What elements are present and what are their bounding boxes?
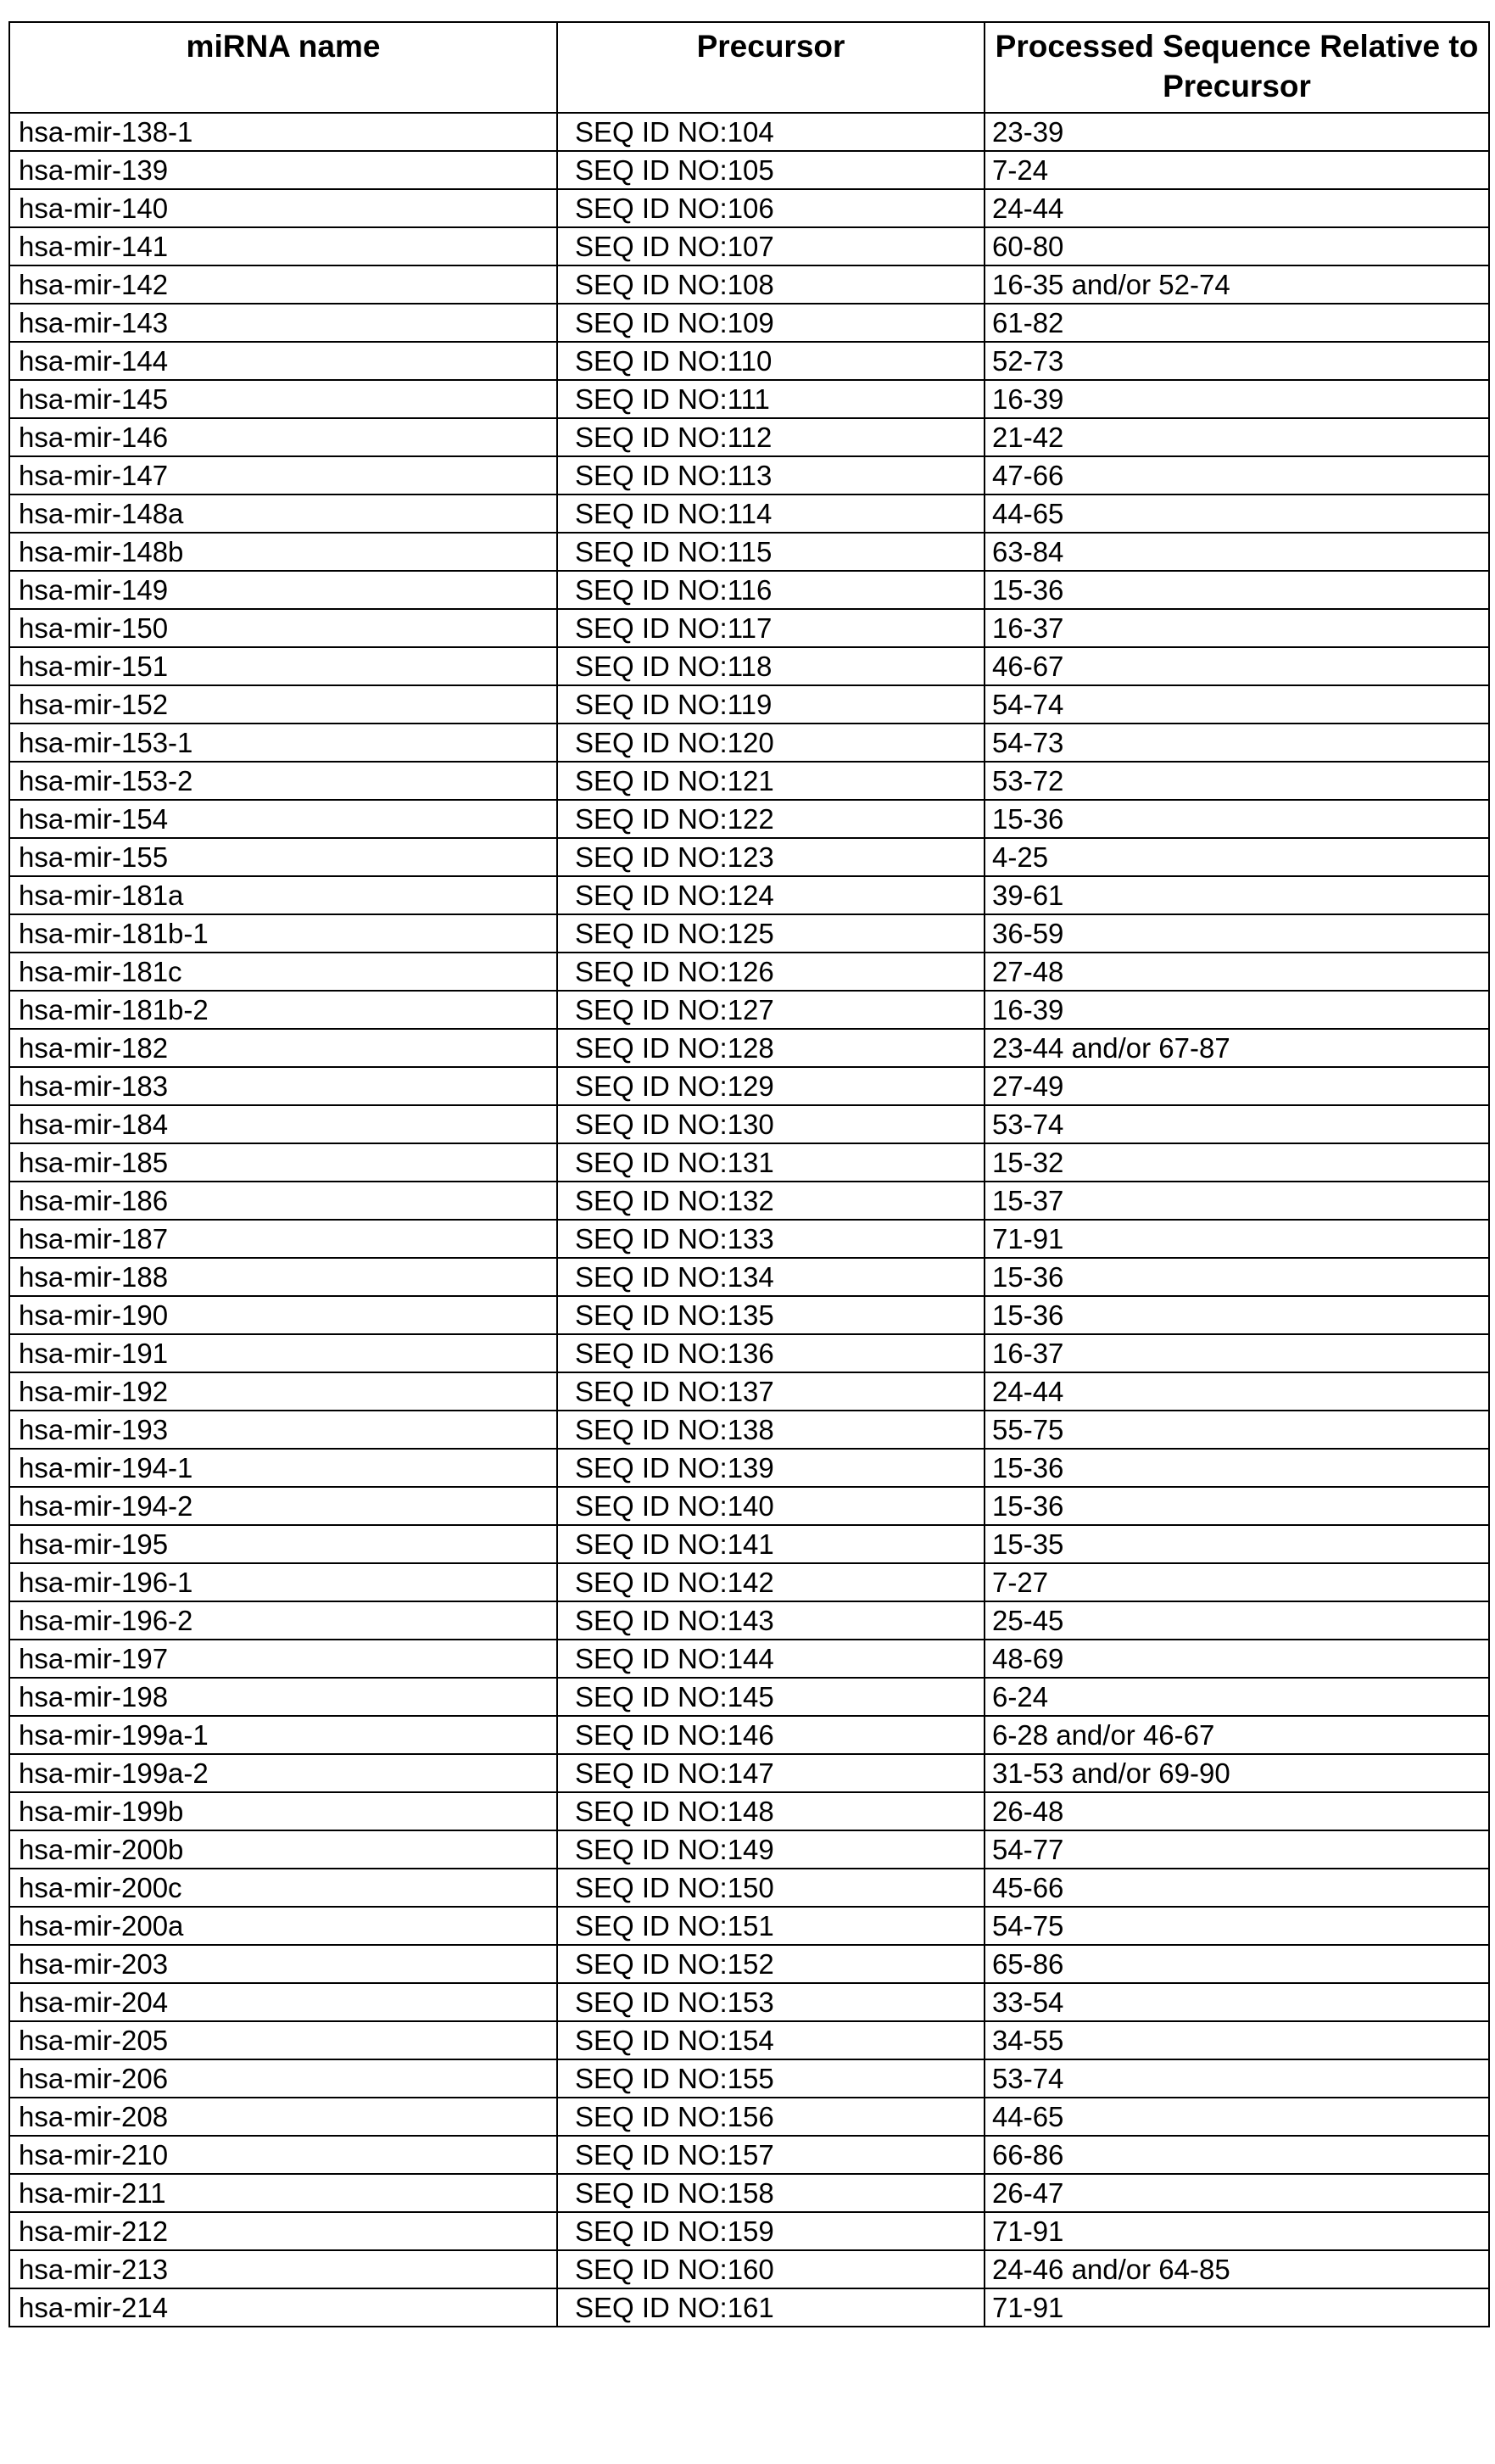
table-row bbox=[9, 1869, 1489, 1907]
table-row bbox=[9, 189, 1489, 227]
precursor-cell: SEQ ID NO:121 bbox=[557, 762, 985, 800]
table-row bbox=[9, 838, 1489, 876]
processed-sequence-cell: 6-28 and/or 46-67 bbox=[985, 1716, 1489, 1754]
table-row bbox=[9, 456, 1489, 494]
table-row bbox=[9, 2098, 1489, 2136]
processed-sequence-cell: 25-45 bbox=[985, 1601, 1489, 1640]
precursor-cell: SEQ ID NO:134 bbox=[557, 1258, 985, 1296]
processed-sequence-cell: 53-74 bbox=[985, 1105, 1489, 1143]
table-row bbox=[9, 1220, 1489, 1258]
mirna-name-cell: hsa-mir-205 bbox=[9, 2021, 557, 2059]
mirna-name-cell: hsa-mir-187 bbox=[9, 1220, 557, 1258]
table-row bbox=[9, 1525, 1489, 1563]
mirna-name-cell: hsa-mir-200c bbox=[9, 1869, 557, 1907]
mirna-name-cell: hsa-mir-199b bbox=[9, 1792, 557, 1830]
processed-sequence-cell: 52-73 bbox=[985, 342, 1489, 380]
processed-sequence-cell: 45-66 bbox=[985, 1869, 1489, 1907]
mirna-name-cell: hsa-mir-199a-1 bbox=[9, 1716, 557, 1754]
table-row bbox=[9, 914, 1489, 953]
processed-sequence-cell: 31-53 and/or 69-90 bbox=[985, 1754, 1489, 1792]
mirna-name-cell: hsa-mir-193 bbox=[9, 1411, 557, 1449]
precursor-cell: SEQ ID NO:136 bbox=[557, 1334, 985, 1372]
table-row bbox=[9, 1792, 1489, 1830]
table-row bbox=[9, 1258, 1489, 1296]
processed-sequence-cell: 15-36 bbox=[985, 1487, 1489, 1525]
processed-sequence-cell: 16-37 bbox=[985, 609, 1489, 647]
precursor-cell: SEQ ID NO:126 bbox=[557, 953, 985, 991]
mirna-name-cell: hsa-mir-200a bbox=[9, 1907, 557, 1945]
table-row bbox=[9, 1487, 1489, 1525]
precursor-cell: SEQ ID NO:154 bbox=[557, 2021, 985, 2059]
mirna-name-cell: hsa-mir-148a bbox=[9, 494, 557, 533]
table-row bbox=[9, 1563, 1489, 1601]
processed-sequence-cell: 65-86 bbox=[985, 1945, 1489, 1983]
table-row bbox=[9, 953, 1489, 991]
mirna-name-cell: hsa-mir-154 bbox=[9, 800, 557, 838]
precursor-cell: SEQ ID NO:109 bbox=[557, 304, 985, 342]
mirna-name-cell: hsa-mir-185 bbox=[9, 1143, 557, 1182]
processed-sequence-cell: 16-37 bbox=[985, 1334, 1489, 1372]
processed-sequence-cell: 39-61 bbox=[985, 876, 1489, 914]
processed-sequence-cell: 66-86 bbox=[985, 2136, 1489, 2174]
table-row bbox=[9, 2059, 1489, 2098]
processed-sequence-cell: 53-72 bbox=[985, 762, 1489, 800]
mirna-name-cell: hsa-mir-138-1 bbox=[9, 113, 557, 151]
mirna-name-cell: hsa-mir-208 bbox=[9, 2098, 557, 2136]
processed-sequence-cell: 48-69 bbox=[985, 1640, 1489, 1678]
processed-sequence-cell: 54-73 bbox=[985, 724, 1489, 762]
table-row bbox=[9, 647, 1489, 685]
table-row bbox=[9, 265, 1489, 304]
table-row bbox=[9, 609, 1489, 647]
processed-sequence-cell: 26-47 bbox=[985, 2174, 1489, 2212]
precursor-cell: SEQ ID NO:107 bbox=[557, 227, 985, 265]
mirna-name-cell: hsa-mir-203 bbox=[9, 1945, 557, 1983]
mirna-name-cell: hsa-mir-153-2 bbox=[9, 762, 557, 800]
precursor-cell: SEQ ID NO:159 bbox=[557, 2212, 985, 2250]
mirna-name-cell: hsa-mir-181a bbox=[9, 876, 557, 914]
mirna-name-cell: hsa-mir-150 bbox=[9, 609, 557, 647]
mirna-name-cell: hsa-mir-197 bbox=[9, 1640, 557, 1678]
mirna-name-cell: hsa-mir-214 bbox=[9, 2288, 557, 2327]
table-row bbox=[9, 724, 1489, 762]
precursor-cell: SEQ ID NO:137 bbox=[557, 1372, 985, 1411]
precursor-cell: SEQ ID NO:156 bbox=[557, 2098, 985, 2136]
precursor-cell: SEQ ID NO:106 bbox=[557, 189, 985, 227]
mirna-name-cell: hsa-mir-195 bbox=[9, 1525, 557, 1563]
mirna-name-cell: hsa-mir-141 bbox=[9, 227, 557, 265]
table-row bbox=[9, 2174, 1489, 2212]
processed-sequence-cell: 23-39 bbox=[985, 113, 1489, 151]
mirna-name-cell: hsa-mir-210 bbox=[9, 2136, 557, 2174]
table-body bbox=[9, 113, 1489, 2327]
table-row bbox=[9, 494, 1489, 533]
mirna-name-cell: hsa-mir-182 bbox=[9, 1029, 557, 1067]
table-row bbox=[9, 1449, 1489, 1487]
table-row bbox=[9, 1945, 1489, 1983]
mirna-name-cell: hsa-mir-139 bbox=[9, 151, 557, 189]
precursor-cell: SEQ ID NO:124 bbox=[557, 876, 985, 914]
table-row bbox=[9, 1754, 1489, 1792]
table-row bbox=[9, 2288, 1489, 2327]
processed-sequence-cell: 7-27 bbox=[985, 1563, 1489, 1601]
table-row bbox=[9, 1143, 1489, 1182]
precursor-cell: SEQ ID NO:118 bbox=[557, 647, 985, 685]
precursor-cell: SEQ ID NO:142 bbox=[557, 1563, 985, 1601]
processed-sequence-cell: 71-91 bbox=[985, 1220, 1489, 1258]
table-row bbox=[9, 418, 1489, 456]
processed-sequence-cell: 4-25 bbox=[985, 838, 1489, 876]
header-precursor: Precursor bbox=[557, 22, 985, 113]
mirna-name-cell: hsa-mir-191 bbox=[9, 1334, 557, 1372]
processed-sequence-cell: 16-35 and/or 52-74 bbox=[985, 265, 1489, 304]
precursor-cell: SEQ ID NO:146 bbox=[557, 1716, 985, 1754]
mirna-name-cell: hsa-mir-144 bbox=[9, 342, 557, 380]
processed-sequence-cell: 23-44 and/or 67-87 bbox=[985, 1029, 1489, 1067]
processed-sequence-cell: 54-77 bbox=[985, 1830, 1489, 1869]
mirna-name-cell: hsa-mir-200b bbox=[9, 1830, 557, 1869]
mirna-name-cell: hsa-mir-213 bbox=[9, 2250, 557, 2288]
processed-sequence-cell: 44-65 bbox=[985, 2098, 1489, 2136]
mirna-name-cell: hsa-mir-181b-1 bbox=[9, 914, 557, 953]
processed-sequence-cell: 34-55 bbox=[985, 2021, 1489, 2059]
processed-sequence-cell: 24-44 bbox=[985, 1372, 1489, 1411]
precursor-cell: SEQ ID NO:153 bbox=[557, 1983, 985, 2021]
table-row bbox=[9, 800, 1489, 838]
precursor-cell: SEQ ID NO:108 bbox=[557, 265, 985, 304]
processed-sequence-cell: 61-82 bbox=[985, 304, 1489, 342]
table-row bbox=[9, 342, 1489, 380]
precursor-cell: SEQ ID NO:149 bbox=[557, 1830, 985, 1869]
precursor-cell: SEQ ID NO:110 bbox=[557, 342, 985, 380]
processed-sequence-cell: 7-24 bbox=[985, 151, 1489, 189]
processed-sequence-cell: 54-75 bbox=[985, 1907, 1489, 1945]
mirna-name-cell: hsa-mir-212 bbox=[9, 2212, 557, 2250]
table-row bbox=[9, 1640, 1489, 1678]
mirna-name-cell: hsa-mir-142 bbox=[9, 265, 557, 304]
mirna-name-cell: hsa-mir-152 bbox=[9, 685, 557, 724]
mirna-name-cell: hsa-mir-196-1 bbox=[9, 1563, 557, 1601]
precursor-cell: SEQ ID NO:141 bbox=[557, 1525, 985, 1563]
mirna-name-cell: hsa-mir-143 bbox=[9, 304, 557, 342]
precursor-cell: SEQ ID NO:104 bbox=[557, 113, 985, 151]
precursor-cell: SEQ ID NO:135 bbox=[557, 1296, 985, 1334]
header-mirna-name: miRNA name bbox=[9, 22, 557, 113]
table-row bbox=[9, 1411, 1489, 1449]
precursor-cell: SEQ ID NO:161 bbox=[557, 2288, 985, 2327]
processed-sequence-cell: 53-74 bbox=[985, 2059, 1489, 2098]
precursor-cell: SEQ ID NO:144 bbox=[557, 1640, 985, 1678]
precursor-cell: SEQ ID NO:129 bbox=[557, 1067, 985, 1105]
table-row bbox=[9, 113, 1489, 151]
precursor-cell: SEQ ID NO:122 bbox=[557, 800, 985, 838]
mirna-name-cell: hsa-mir-194-2 bbox=[9, 1487, 557, 1525]
processed-sequence-cell: 24-44 bbox=[985, 189, 1489, 227]
table-row bbox=[9, 762, 1489, 800]
processed-sequence-cell: 15-36 bbox=[985, 1296, 1489, 1334]
mirna-name-cell: hsa-mir-151 bbox=[9, 647, 557, 685]
table-row bbox=[9, 2212, 1489, 2250]
processed-sequence-cell: 6-24 bbox=[985, 1678, 1489, 1716]
processed-sequence-cell: 26-48 bbox=[985, 1792, 1489, 1830]
precursor-cell: SEQ ID NO:160 bbox=[557, 2250, 985, 2288]
precursor-cell: SEQ ID NO:155 bbox=[557, 2059, 985, 2098]
table-row bbox=[9, 1067, 1489, 1105]
processed-sequence-cell: 27-49 bbox=[985, 1067, 1489, 1105]
precursor-cell: SEQ ID NO:139 bbox=[557, 1449, 985, 1487]
mirna-name-cell: hsa-mir-153-1 bbox=[9, 724, 557, 762]
table-row bbox=[9, 2136, 1489, 2174]
mirna-name-cell: hsa-mir-186 bbox=[9, 1182, 557, 1220]
precursor-cell: SEQ ID NO:148 bbox=[557, 1792, 985, 1830]
table-row bbox=[9, 380, 1489, 418]
precursor-cell: SEQ ID NO:123 bbox=[557, 838, 985, 876]
table-row bbox=[9, 1029, 1489, 1067]
precursor-cell: SEQ ID NO:116 bbox=[557, 571, 985, 609]
precursor-cell: SEQ ID NO:128 bbox=[557, 1029, 985, 1067]
mirna-name-cell: hsa-mir-194-1 bbox=[9, 1449, 557, 1487]
processed-sequence-cell: 16-39 bbox=[985, 991, 1489, 1029]
precursor-cell: SEQ ID NO:145 bbox=[557, 1678, 985, 1716]
processed-sequence-cell: 46-67 bbox=[985, 647, 1489, 685]
processed-sequence-cell: 27-48 bbox=[985, 953, 1489, 991]
processed-sequence-cell: 54-74 bbox=[985, 685, 1489, 724]
mirna-name-cell: hsa-mir-181b-2 bbox=[9, 991, 557, 1029]
mirna-name-cell: hsa-mir-206 bbox=[9, 2059, 557, 2098]
mirna-name-cell: hsa-mir-199a-2 bbox=[9, 1754, 557, 1792]
header-row bbox=[9, 22, 1489, 113]
mirna-name-cell: hsa-mir-181c bbox=[9, 953, 557, 991]
header-processed-sequence: Processed Sequence Relative to Precursor bbox=[985, 22, 1489, 113]
precursor-cell: SEQ ID NO:133 bbox=[557, 1220, 985, 1258]
mirna-name-cell: hsa-mir-196-2 bbox=[9, 1601, 557, 1640]
processed-sequence-cell: 71-91 bbox=[985, 2212, 1489, 2250]
precursor-cell: SEQ ID NO:111 bbox=[557, 380, 985, 418]
table-row bbox=[9, 1601, 1489, 1640]
precursor-cell: SEQ ID NO:119 bbox=[557, 685, 985, 724]
mirna-name-cell: hsa-mir-148b bbox=[9, 533, 557, 571]
precursor-cell: SEQ ID NO:158 bbox=[557, 2174, 985, 2212]
table-row bbox=[9, 2250, 1489, 2288]
mirna-name-cell: hsa-mir-198 bbox=[9, 1678, 557, 1716]
precursor-cell: SEQ ID NO:125 bbox=[557, 914, 985, 953]
table-row bbox=[9, 1678, 1489, 1716]
table-row bbox=[9, 227, 1489, 265]
mirna-name-cell: hsa-mir-140 bbox=[9, 189, 557, 227]
precursor-cell: SEQ ID NO:120 bbox=[557, 724, 985, 762]
precursor-cell: SEQ ID NO:151 bbox=[557, 1907, 985, 1945]
mirna-name-cell: hsa-mir-190 bbox=[9, 1296, 557, 1334]
precursor-cell: SEQ ID NO:112 bbox=[557, 418, 985, 456]
precursor-cell: SEQ ID NO:157 bbox=[557, 2136, 985, 2174]
precursor-cell: SEQ ID NO:127 bbox=[557, 991, 985, 1029]
mirna-name-cell: hsa-mir-146 bbox=[9, 418, 557, 456]
mirna-name-cell: hsa-mir-145 bbox=[9, 380, 557, 418]
processed-sequence-cell: 24-46 and/or 64-85 bbox=[985, 2250, 1489, 2288]
table-row bbox=[9, 2021, 1489, 2059]
table-row bbox=[9, 533, 1489, 571]
processed-sequence-cell: 15-37 bbox=[985, 1182, 1489, 1220]
processed-sequence-cell: 15-36 bbox=[985, 800, 1489, 838]
processed-sequence-cell: 21-42 bbox=[985, 418, 1489, 456]
mirna-name-cell: hsa-mir-147 bbox=[9, 456, 557, 494]
processed-sequence-cell: 47-66 bbox=[985, 456, 1489, 494]
mirna-name-cell: hsa-mir-188 bbox=[9, 1258, 557, 1296]
table-row bbox=[9, 1983, 1489, 2021]
processed-sequence-cell: 33-54 bbox=[985, 1983, 1489, 2021]
table-row bbox=[9, 1296, 1489, 1334]
processed-sequence-cell: 15-36 bbox=[985, 571, 1489, 609]
precursor-cell: SEQ ID NO:147 bbox=[557, 1754, 985, 1792]
mirna-name-cell: hsa-mir-149 bbox=[9, 571, 557, 609]
table-row bbox=[9, 991, 1489, 1029]
table-row bbox=[9, 1105, 1489, 1143]
processed-sequence-cell: 44-65 bbox=[985, 494, 1489, 533]
precursor-cell: SEQ ID NO:152 bbox=[557, 1945, 985, 1983]
precursor-cell: SEQ ID NO:115 bbox=[557, 533, 985, 571]
processed-sequence-cell: 55-75 bbox=[985, 1411, 1489, 1449]
processed-sequence-cell: 15-36 bbox=[985, 1258, 1489, 1296]
table-row bbox=[9, 1182, 1489, 1220]
mirna-name-cell: hsa-mir-155 bbox=[9, 838, 557, 876]
mirna-table bbox=[8, 21, 1490, 2327]
processed-sequence-cell: 36-59 bbox=[985, 914, 1489, 953]
precursor-cell: SEQ ID NO:138 bbox=[557, 1411, 985, 1449]
table-row bbox=[9, 304, 1489, 342]
precursor-cell: SEQ ID NO:131 bbox=[557, 1143, 985, 1182]
table-row bbox=[9, 1334, 1489, 1372]
processed-sequence-cell: 16-39 bbox=[985, 380, 1489, 418]
table-row bbox=[9, 1907, 1489, 1945]
table-row bbox=[9, 151, 1489, 189]
mirna-name-cell: hsa-mir-184 bbox=[9, 1105, 557, 1143]
table-row bbox=[9, 1830, 1489, 1869]
table-row bbox=[9, 685, 1489, 724]
mirna-name-cell: hsa-mir-211 bbox=[9, 2174, 557, 2212]
precursor-cell: SEQ ID NO:143 bbox=[557, 1601, 985, 1640]
processed-sequence-cell: 15-36 bbox=[985, 1449, 1489, 1487]
precursor-cell: SEQ ID NO:150 bbox=[557, 1869, 985, 1907]
processed-sequence-cell: 15-35 bbox=[985, 1525, 1489, 1563]
precursor-cell: SEQ ID NO:130 bbox=[557, 1105, 985, 1143]
processed-sequence-cell: 71-91 bbox=[985, 2288, 1489, 2327]
mirna-name-cell: hsa-mir-204 bbox=[9, 1983, 557, 2021]
precursor-cell: SEQ ID NO:140 bbox=[557, 1487, 985, 1525]
table-row bbox=[9, 1716, 1489, 1754]
precursor-cell: SEQ ID NO:117 bbox=[557, 609, 985, 647]
table-row bbox=[9, 1372, 1489, 1411]
precursor-cell: SEQ ID NO:113 bbox=[557, 456, 985, 494]
precursor-cell: SEQ ID NO:114 bbox=[557, 494, 985, 533]
mirna-name-cell: hsa-mir-192 bbox=[9, 1372, 557, 1411]
table-row bbox=[9, 876, 1489, 914]
precursor-cell: SEQ ID NO:132 bbox=[557, 1182, 985, 1220]
table-row bbox=[9, 571, 1489, 609]
precursor-cell: SEQ ID NO:105 bbox=[557, 151, 985, 189]
processed-sequence-cell: 15-32 bbox=[985, 1143, 1489, 1182]
processed-sequence-cell: 60-80 bbox=[985, 227, 1489, 265]
mirna-name-cell: hsa-mir-183 bbox=[9, 1067, 557, 1105]
processed-sequence-cell: 63-84 bbox=[985, 533, 1489, 571]
